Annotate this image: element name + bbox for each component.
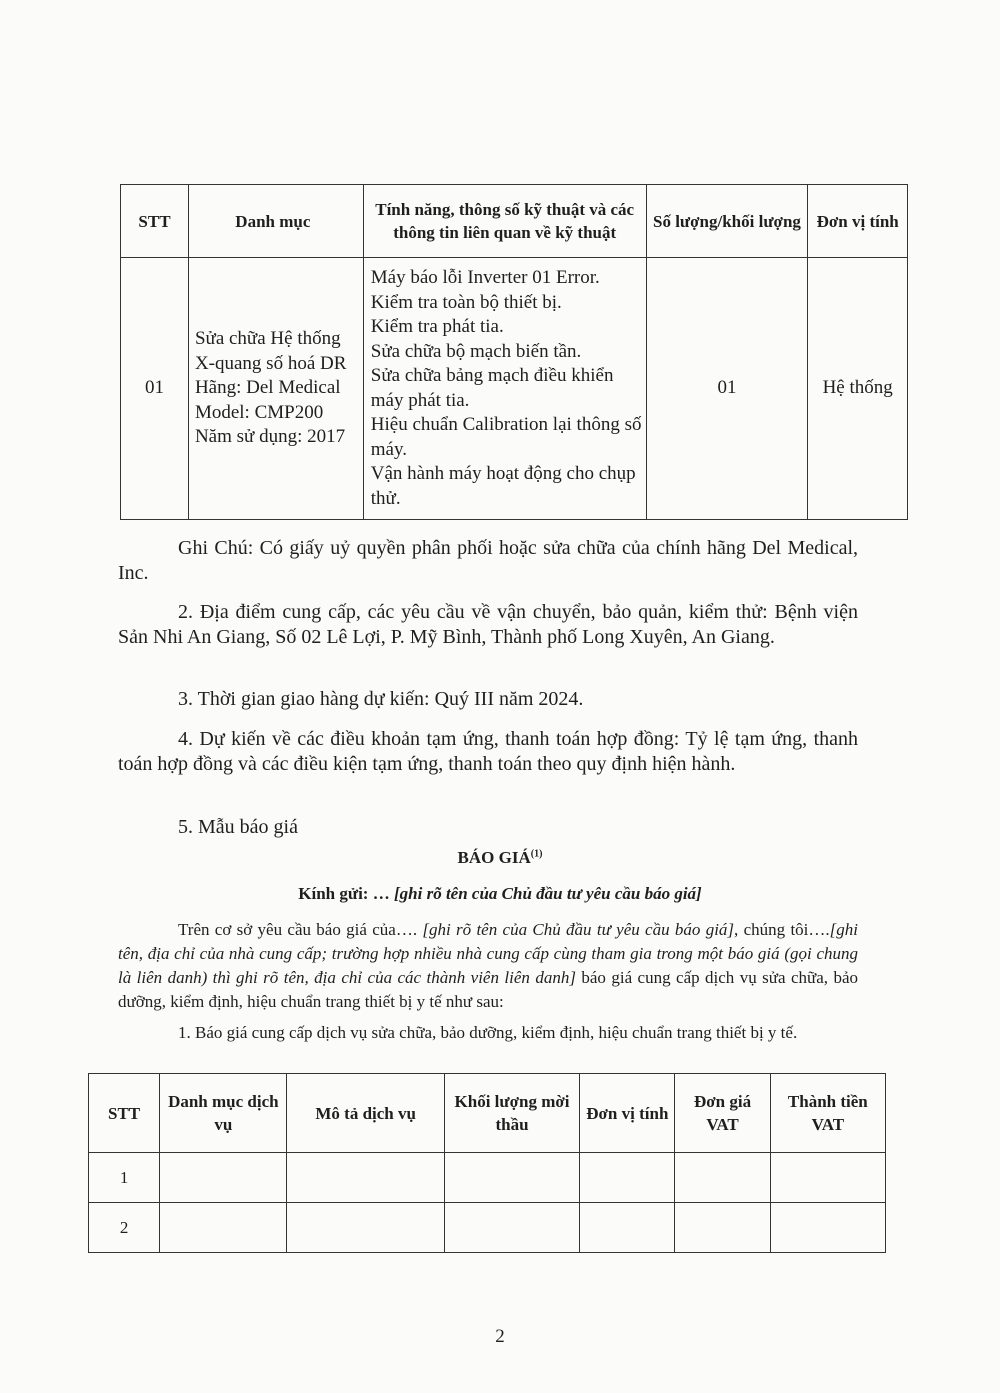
spec-line: Sửa chữa bảng mạch điều khiển máy phát tia. [370,365,614,411]
paragraph-delivery-time: 3. Thời gian giao hàng dự kiến: Quý III năm 2024. [178,688,584,710]
quote-item-1: 1. Báo giá cung cấp dịch vụ sửa chữa, bảo dưỡng, kiểm định, hiệu chuẩn trang thiết bị y tế. [178,1023,798,1042]
header-thanh-tien: Thành tiền VAT [770,1074,885,1153]
cell-empty [770,1203,885,1253]
intro-text: , chúng tôi…. [734,920,830,939]
cell-empty [444,1203,579,1253]
table-row [89,1203,886,1253]
spec-line: Máy báo lỗi Inverter 01 Error. [370,267,600,288]
table-header-row [89,1074,886,1153]
paragraph-quote-template: 5. Mẫu báo giá [178,816,298,838]
header-stt: STT [121,185,189,258]
quote-title-text: BÁO GIÁ [457,848,531,867]
cell-empty [444,1153,579,1203]
paragraph-payment-terms: 4. Dự kiến về các điều khoản tạm ứng, thanh toán hợp đồng: Tỷ lệ tạm ứng, thanh toán hợp đồng và các điều kiện tạm ứng, thanh toán theo quy định hiện hành. [118,728,858,775]
table-row [121,258,908,520]
cell-stt: 01 [121,258,189,520]
header-mo-ta: Mô tả dịch vụ [287,1074,444,1153]
header-danh-muc-dich-vu: Danh mục dịch vụ [160,1074,287,1153]
intro-placeholder: [ghi tên, địa chỉ của nhà cung cấp; trường hợp nhiều nhà cung cấp cùng tham gia trong một báo giá (gọi chung là liên danh) thì ghi rõ tên, địa chỉ của các thành viên liên danh] [118,920,858,987]
spec-line: Sửa chữa bộ mạch biến tần. [370,340,582,362]
header-don-vi-tinh: Đơn vị tính [580,1074,675,1153]
header-don-gia: Đơn giá VAT [675,1074,770,1153]
cell-empty [160,1153,287,1203]
cell-empty [287,1203,444,1253]
cell-so-luong: 01 [646,258,808,520]
recipient-line [0,884,1000,904]
cell-don-vi: Hệ thống [808,258,908,520]
header-so-luong: Số lượng/khối lượng [646,185,808,258]
header-danh-muc: Danh mục [188,185,363,258]
paragraph-delivery-location: 2. Địa điểm cung cấp, các yêu cầu về vận chuyển, bảo quản, kiểm thử: Bệnh viện Sản Nhi An Giang, Số 02 Lê Lợi, P. Mỹ Bình, Thành phố Long Xuyên, An Giang. [118,601,858,648]
recipient-label: Kính gửi: … [298,884,394,903]
quote-title [0,848,1000,868]
header-thong-so: Tính năng, thông số kỹ thuật và các thông tin liên quan về kỹ thuật [363,185,646,258]
cell-empty [160,1203,287,1253]
spec-line: Kiểm tra phát tia. [370,316,504,337]
cell-empty [580,1203,675,1253]
page-number: 2 [495,1326,505,1347]
quote-title-footnote: (1) [530,848,543,860]
header-stt: STT [89,1074,160,1153]
cell-stt: 2 [89,1203,160,1253]
spec-line: Vận hành máy hoạt động cho chụp thử. [370,463,636,509]
cell-empty [770,1153,885,1203]
cell-thong-so [363,258,646,520]
cell-stt: 1 [89,1153,160,1203]
cell-empty [675,1153,770,1203]
intro-placeholder: [ghi rõ tên của Chủ đầu tư yêu cầu báo giá] [422,920,735,939]
recipient-placeholder: [ghi rõ tên của Chủ đầu tư yêu cầu báo giá] [393,884,702,903]
intro-text: báo giá cung cấp dịch vụ sửa chữa, bảo dưỡng, kiểm định, hiệu chuẩn trang thiết bị y tế như sau: [118,968,858,1011]
quote-intro [118,918,858,1014]
header-khoi-luong: Khối lượng mời thầu [444,1074,579,1153]
specification-table [120,184,908,520]
table-row [89,1153,886,1203]
cell-empty [287,1153,444,1203]
header-don-vi: Đơn vị tính [808,185,908,258]
note-ghi-chu: Ghi Chú: Có giấy uỷ quyền phân phối hoặc sửa chữa của chính hãng Del Medical, Inc. [118,537,858,584]
cell-empty [580,1153,675,1203]
table-header-row [121,185,908,258]
quote-table [88,1073,886,1253]
cell-danh-muc: Sửa chữa Hệ thống X-quang số hoá DR Hãng: Del Medical Model: CMP200 Năm sử dụng: 2017 [188,258,363,520]
spec-line: Kiểm tra toàn bộ thiết bị. [370,291,562,313]
cell-empty [675,1203,770,1253]
spec-line: Hiệu chuẩn Calibration lại thông số máy. [370,414,642,460]
intro-text: Trên cơ sở yêu cầu báo giá của…. [178,920,423,939]
